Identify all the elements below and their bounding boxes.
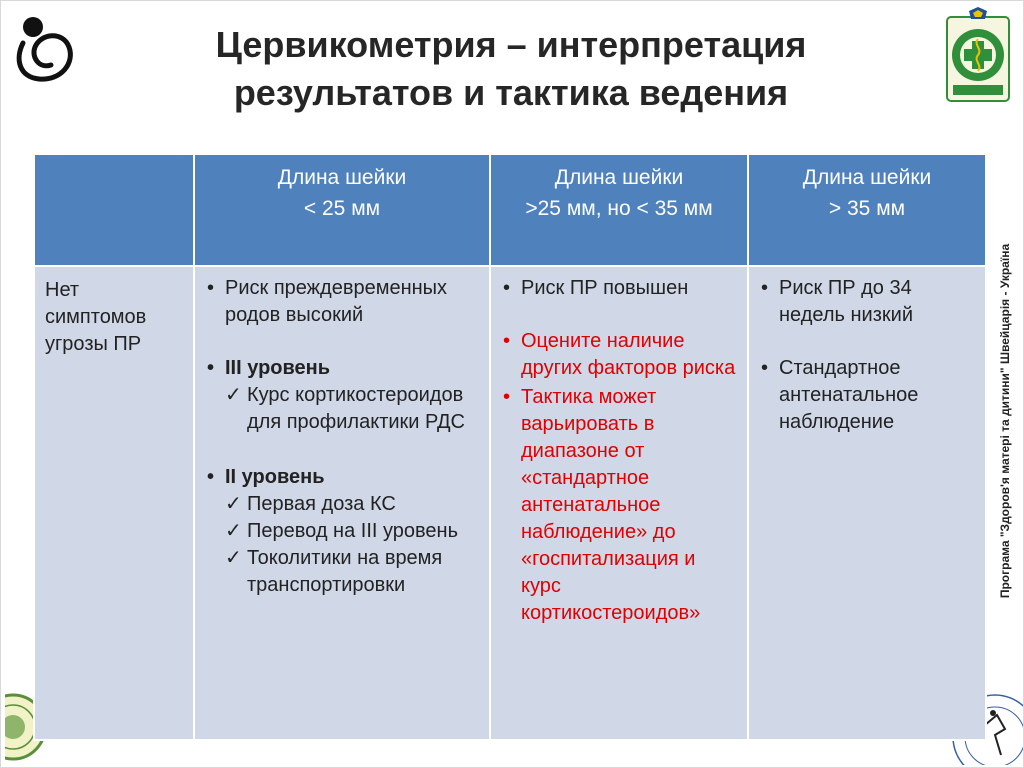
header-line: >25 мм, но < 35 мм xyxy=(525,197,713,220)
list-item: • Риск ПР повышен xyxy=(501,275,739,302)
check-list xyxy=(225,382,481,436)
list-item-red: • Тактика может варьировать в диапазоне от «стандартное антенатальное наблюдение» до «госпитализация и курс кортикостероидов» xyxy=(501,384,739,627)
interpretation-table xyxy=(33,153,987,741)
list xyxy=(205,275,481,599)
list-item: • Стандартное антенатальное наблюдение xyxy=(759,355,977,436)
table-row xyxy=(34,266,986,740)
title-line-1: Цервикометрия – интерпретация xyxy=(215,24,807,65)
level-2-label: II уровень xyxy=(225,466,325,488)
row-label-cell xyxy=(34,266,194,740)
table-header-row xyxy=(34,154,986,266)
cell-gt-35 xyxy=(748,266,986,740)
check-item: ✓ Перевод на III уровень xyxy=(225,518,481,545)
row-label-line: Нет xyxy=(45,279,80,301)
list-item: • Риск преждевременных родов высокий xyxy=(205,275,481,329)
header-line: < 25 мм xyxy=(303,197,381,220)
header-cervix-lt-25 xyxy=(194,154,490,266)
cell-25-35 xyxy=(490,266,748,740)
check-list xyxy=(225,491,481,599)
level-3-label: III уровень xyxy=(225,357,331,379)
list xyxy=(501,275,739,627)
header-cervix-25-35 xyxy=(490,154,748,266)
row-label-line: симптомов xyxy=(45,306,147,328)
check-item: ✓ Токолитики на время транспортировки xyxy=(225,545,481,599)
list-item: • Риск ПР до 34 недель низкий xyxy=(759,275,977,329)
list-item-level-3 xyxy=(205,355,481,436)
title-line-2: результатов и тактика ведения xyxy=(233,72,789,113)
header-line: > 35 мм xyxy=(828,197,906,220)
cell-lt-25 xyxy=(194,266,490,740)
mother-child-logo-icon xyxy=(11,13,81,83)
header-cervix-gt-35 xyxy=(748,154,986,266)
check-item: ✓ Курс кортикостероидов для профилактики РДС xyxy=(225,382,481,436)
header-line: Длина шейки xyxy=(554,166,684,189)
header-empty-cell xyxy=(34,154,194,266)
ministry-health-emblem-icon xyxy=(945,7,1011,103)
list-item-level-2 xyxy=(205,464,481,599)
list xyxy=(759,275,977,436)
header-line: Длина шейки xyxy=(277,166,407,189)
row-label-line: угрозы ПР xyxy=(45,333,142,355)
check-item: ✓ Первая доза КС xyxy=(225,491,481,518)
program-side-note: Програма "Здоров'я матері та дитини" Швейцарія - Україна xyxy=(998,243,1012,599)
header-line: Длина шейки xyxy=(802,166,932,189)
list-item-red: • Оцените наличие других факторов риска xyxy=(501,328,739,382)
slide-title xyxy=(141,21,881,117)
